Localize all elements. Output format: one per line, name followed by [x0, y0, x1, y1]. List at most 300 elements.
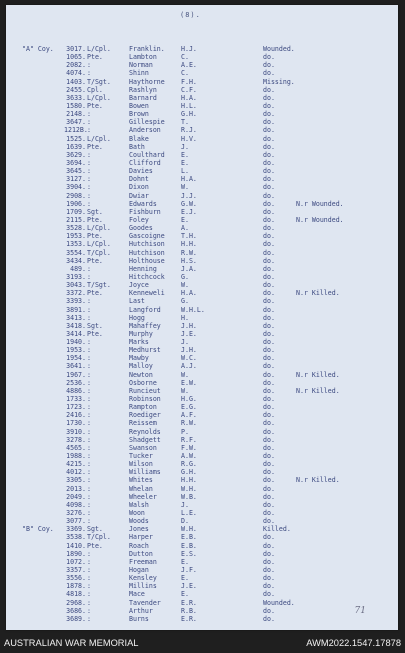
- number-cell: 3017.: [66, 45, 86, 53]
- rank-cell: :: [87, 354, 91, 363]
- status-cell: do.: [263, 167, 275, 176]
- initials-cell: L.: [181, 167, 189, 176]
- surname-cell: Reynolds: [129, 427, 161, 436]
- status-cell: do.: [263, 199, 275, 208]
- initials-cell: G.H.: [181, 468, 197, 477]
- number-cell: 1940.: [66, 338, 86, 347]
- surname-cell: Mawby: [129, 354, 149, 363]
- rank-cell: :: [87, 614, 91, 623]
- status-cell: do.: [263, 93, 275, 102]
- initials-cell: G.: [181, 272, 189, 281]
- rank-cell: L/Cpl.: [87, 224, 111, 233]
- number-cell: 2148.: [66, 110, 86, 119]
- initials-cell: H.L.: [181, 101, 197, 110]
- status-cell: do.: [263, 207, 275, 216]
- surname-cell: Hutchison: [129, 240, 165, 249]
- list-row: [6, 306, 398, 314]
- list-row: [6, 281, 398, 289]
- initials-cell: C.: [181, 53, 189, 62]
- rank-cell: L/Cpl.: [87, 93, 111, 102]
- rank-cell: :: [87, 509, 91, 518]
- status-cell: do.: [263, 606, 275, 615]
- surname-cell: Kensley: [129, 574, 157, 583]
- initials-cell: A.J.: [181, 362, 197, 371]
- list-row: [6, 468, 398, 476]
- initials-cell: E.B.: [181, 533, 197, 542]
- status-cell: Missing.: [263, 77, 295, 86]
- rank-cell: Sgt.: [87, 207, 103, 216]
- surname-cell: Whelan: [129, 484, 153, 493]
- number-cell: 3357.: [66, 566, 86, 574]
- surname-cell: Hutchison: [129, 248, 165, 257]
- list-row: [6, 143, 398, 151]
- rank-cell: :: [87, 476, 91, 485]
- list-row: [6, 509, 398, 517]
- number-cell: 3647.: [66, 118, 86, 127]
- status-cell: do.: [263, 354, 275, 363]
- note-cell: N.r Wounded.: [296, 215, 344, 224]
- number-cell: 3413.: [66, 313, 86, 322]
- status-cell: do.: [263, 191, 275, 200]
- list-row: [6, 314, 398, 322]
- note-cell: N.r Killed.: [296, 370, 340, 379]
- number-cell: 1410.: [66, 541, 86, 550]
- number-cell: 1733.: [66, 395, 86, 404]
- initials-cell: E.W.: [181, 378, 197, 387]
- status-cell: do.: [263, 492, 275, 501]
- initials-cell: J.E.: [181, 329, 197, 338]
- number-cell: 1525.: [66, 134, 86, 143]
- rank-cell: Pte.: [87, 232, 103, 241]
- initials-cell: W.C.: [181, 354, 197, 363]
- status-cell: do.: [263, 386, 275, 395]
- rank-cell: :: [87, 403, 91, 412]
- initials-cell: F.H.: [181, 77, 197, 86]
- number-cell: 2908.: [66, 191, 86, 200]
- initials-cell: H.H.: [181, 240, 197, 249]
- status-cell: do.: [263, 378, 275, 387]
- list-row: [6, 110, 398, 118]
- surname-cell: Bowen: [129, 101, 149, 110]
- surname-cell: Runcieut: [129, 386, 161, 395]
- list-row: [6, 86, 398, 94]
- initials-cell: D.: [181, 517, 189, 526]
- initials-cell: H.A.: [181, 93, 197, 102]
- number-cell: 2968.: [66, 598, 86, 607]
- initials-cell: H.A.: [181, 175, 197, 184]
- status-cell: do.: [263, 134, 275, 143]
- initials-cell: H.S.: [181, 256, 197, 265]
- rank-cell: :: [87, 419, 91, 428]
- rank-cell: Pte.: [87, 541, 103, 550]
- number-cell: 3043.: [66, 281, 86, 290]
- initials-cell: J.J.: [181, 191, 197, 200]
- list-row: [6, 224, 398, 232]
- initials-cell: E.: [181, 590, 189, 599]
- number-cell: 2416.: [66, 411, 86, 420]
- list-row: [6, 501, 398, 509]
- number-cell: 1730.: [66, 419, 86, 428]
- number-cell: 3904.: [66, 183, 86, 192]
- number-cell: 1580.: [66, 101, 86, 110]
- list-row: [6, 558, 398, 566]
- surname-cell: Walsh: [129, 500, 149, 509]
- company-cell: "B" Coy.: [22, 525, 54, 534]
- status-cell: do.: [263, 85, 275, 94]
- rank-cell: :: [87, 598, 91, 607]
- surname-cell: Shadgett: [129, 435, 161, 444]
- initials-cell: H.A.: [181, 289, 197, 298]
- initials-cell: E.: [181, 574, 189, 583]
- rank-cell: :: [87, 590, 91, 599]
- number-cell: 3554.: [66, 248, 86, 257]
- initials-cell: J.: [181, 338, 189, 347]
- list-row: [6, 126, 398, 134]
- rank-cell: :: [87, 582, 91, 591]
- status-cell: do.: [263, 297, 275, 306]
- status-cell: do.: [263, 232, 275, 241]
- list-row: [6, 542, 398, 550]
- status-cell: do.: [263, 500, 275, 509]
- rank-cell: :: [87, 492, 91, 501]
- initials-cell: E.J.: [181, 207, 197, 216]
- number-cell: 4098.: [66, 500, 86, 509]
- rank-cell: :: [87, 110, 91, 119]
- status-cell: do.: [263, 541, 275, 550]
- list-row: [6, 102, 398, 110]
- list-row: [6, 599, 398, 607]
- number-cell: 4886.: [66, 386, 86, 395]
- surname-cell: Holthouse: [129, 256, 165, 265]
- initials-cell: E.: [181, 557, 189, 566]
- number-cell: 1212B.: [64, 126, 88, 135]
- list-row: [6, 403, 398, 411]
- status-cell: do.: [263, 126, 275, 135]
- status-cell: do.: [263, 118, 275, 127]
- surname-cell: Foley: [129, 215, 149, 224]
- list-row: [6, 183, 398, 191]
- number-cell: 3127.: [66, 175, 86, 184]
- surname-cell: Clifford: [129, 158, 161, 167]
- surname-cell: Franklin.: [129, 45, 165, 53]
- rank-cell: L/Cpl.: [87, 45, 111, 53]
- status-cell: do.: [263, 395, 275, 404]
- rank-cell: :: [87, 484, 91, 493]
- rank-cell: :: [87, 61, 91, 70]
- list-row: [6, 436, 398, 444]
- list-row: [6, 61, 398, 69]
- initials-cell: J.A.: [181, 264, 197, 273]
- list-row: [6, 45, 398, 53]
- surname-cell: Wilson: [129, 460, 153, 469]
- initials-cell: J.H.: [181, 346, 197, 355]
- initials-cell: J.F.: [181, 566, 197, 574]
- document-page: [6, 5, 398, 630]
- status-cell: do.: [263, 158, 275, 167]
- rank-cell: :: [87, 427, 91, 436]
- number-cell: 1890.: [66, 549, 86, 558]
- initials-cell: W.: [181, 183, 189, 192]
- surname-cell: Roach: [129, 541, 149, 550]
- initials-cell: W.H.L.: [181, 305, 205, 314]
- list-row: [6, 232, 398, 240]
- number-cell: 3538.: [66, 533, 86, 542]
- number-cell: 3556.: [66, 574, 86, 583]
- status-cell: Wounded.: [263, 598, 295, 607]
- initials-cell: A.W.: [181, 452, 197, 461]
- surname-cell: Lambton: [129, 53, 157, 62]
- initials-cell: E.B.: [181, 541, 197, 550]
- status-cell: do.: [263, 110, 275, 119]
- number-cell: 3414.: [66, 329, 86, 338]
- initials-cell: R.G.: [181, 460, 197, 469]
- status-cell: do.: [263, 557, 275, 566]
- status-cell: do.: [263, 313, 275, 322]
- status-cell: do.: [263, 248, 275, 257]
- number-cell: 489.: [70, 264, 86, 273]
- initials-cell: A.: [181, 224, 189, 233]
- initials-cell: T.: [181, 118, 189, 127]
- list-row: [6, 574, 398, 582]
- number-cell: 1065.: [66, 53, 86, 62]
- rank-cell: Pte.: [87, 256, 103, 265]
- surname-cell: Haythorne: [129, 77, 165, 86]
- initials-cell: L.E.: [181, 509, 197, 518]
- surname-cell: Tavender: [129, 598, 161, 607]
- surname-cell: Swanson: [129, 443, 157, 452]
- surname-cell: Blake: [129, 134, 149, 143]
- surname-cell: Brown: [129, 110, 149, 119]
- surname-cell: Newton: [129, 370, 153, 379]
- status-cell: do.: [263, 370, 275, 379]
- rank-cell: :: [87, 338, 91, 347]
- surname-cell: Davies: [129, 167, 153, 176]
- surname-cell: Woon: [129, 509, 145, 518]
- number-cell: 3077.: [66, 517, 86, 526]
- surname-cell: Kenneweli: [129, 289, 165, 298]
- surname-cell: Dohnt: [129, 175, 149, 184]
- list-row: [6, 354, 398, 362]
- surname-cell: Rampton: [129, 403, 157, 412]
- list-row: [6, 273, 398, 281]
- status-cell: do.: [263, 305, 275, 314]
- number-cell: 2082.: [66, 61, 86, 70]
- number-cell: 2455.: [66, 85, 86, 94]
- rank-cell: :: [87, 500, 91, 509]
- number-cell: 3372.: [66, 289, 86, 298]
- initials-cell: H.V.: [181, 134, 197, 143]
- status-cell: do.: [263, 321, 275, 330]
- number-cell: 1723.: [66, 403, 86, 412]
- list-row: [6, 200, 398, 208]
- number-cell: 1967.: [66, 370, 86, 379]
- list-row: [6, 257, 398, 265]
- rank-cell: :: [87, 370, 91, 379]
- number-cell: 2115.: [66, 215, 86, 224]
- page-number: (8).: [180, 11, 201, 19]
- status-cell: Killed.: [263, 525, 291, 534]
- initials-cell: R.F.: [181, 435, 197, 444]
- number-cell: 3278.: [66, 435, 86, 444]
- footer-bar: [0, 634, 405, 653]
- list-row: [6, 395, 398, 403]
- list-row: [6, 452, 398, 460]
- surname-cell: Fishburn: [129, 207, 161, 216]
- list-row: [6, 460, 398, 468]
- surname-cell: Millins: [129, 582, 157, 591]
- status-cell: do.: [263, 61, 275, 70]
- number-cell: 3645.: [66, 167, 86, 176]
- rank-cell: Pte.: [87, 289, 103, 298]
- initials-cell: W.B.: [181, 492, 197, 501]
- surname-cell: Joyce: [129, 281, 149, 290]
- initials-cell: J.E.: [181, 582, 197, 591]
- initials-cell: J.: [181, 500, 189, 509]
- rank-cell: :: [87, 386, 91, 395]
- initials-cell: W.H.: [181, 484, 197, 493]
- surname-cell: Langford: [129, 305, 161, 314]
- list-row: [6, 192, 398, 200]
- list-row: [6, 590, 398, 598]
- rank-cell: :: [87, 460, 91, 469]
- status-cell: do.: [263, 427, 275, 436]
- number-cell: 4074.: [66, 69, 86, 78]
- surname-cell: Marks: [129, 338, 149, 347]
- surname-cell: Robinson: [129, 395, 161, 404]
- rank-cell: :: [87, 411, 91, 420]
- number-cell: 4215.: [66, 460, 86, 469]
- list-row: [6, 607, 398, 615]
- surname-cell: Roediger: [129, 411, 161, 420]
- rank-cell: Pte.: [87, 215, 103, 224]
- list-row: [6, 151, 398, 159]
- status-cell: do.: [263, 468, 275, 477]
- status-cell: do.: [263, 175, 275, 184]
- list-row: [6, 476, 398, 484]
- number-cell: 1403.: [66, 77, 86, 86]
- status-cell: do.: [263, 509, 275, 518]
- surname-cell: Norman: [129, 61, 153, 70]
- initials-cell: W.H.: [181, 525, 197, 534]
- initials-cell: H.H.: [181, 476, 197, 485]
- rank-cell: T/Sgt.: [87, 281, 111, 290]
- initials-cell: P.: [181, 427, 189, 436]
- status-cell: do.: [263, 476, 275, 485]
- list-row: [6, 208, 398, 216]
- list-row: [6, 159, 398, 167]
- rank-cell: L/Cpl.: [87, 240, 111, 249]
- rank-cell: :: [87, 574, 91, 583]
- status-cell: do.: [263, 517, 275, 526]
- list-row: [6, 550, 398, 558]
- initials-cell: W.: [181, 386, 189, 395]
- rank-cell: :: [87, 435, 91, 444]
- initials-cell: H.G.: [181, 395, 197, 404]
- list-row: [6, 322, 398, 330]
- number-cell: 2013.: [66, 484, 86, 493]
- surname-cell: Freeman: [129, 557, 157, 566]
- number-cell: 4565.: [66, 443, 86, 452]
- number-cell: 1953.: [66, 346, 86, 355]
- note-cell: N.r Killed.: [296, 289, 340, 298]
- note-cell: N.r Killed.: [296, 476, 340, 485]
- list-row: [6, 419, 398, 427]
- list-row: [6, 379, 398, 387]
- initials-cell: G.H.: [181, 110, 197, 119]
- rank-cell: :: [87, 158, 91, 167]
- surname-cell: Arthur: [129, 606, 153, 615]
- status-cell: do.: [263, 256, 275, 265]
- number-cell: 3686.: [66, 606, 86, 615]
- initials-cell: W.: [181, 370, 189, 379]
- rank-cell: L/Cpl.: [87, 134, 111, 143]
- status-cell: do.: [263, 549, 275, 558]
- number-cell: 1072.: [66, 557, 86, 566]
- number-cell: 3393.: [66, 297, 86, 306]
- initials-cell: R.W.: [181, 248, 197, 257]
- rank-cell: :: [87, 69, 91, 78]
- status-cell: do.: [263, 142, 275, 151]
- rank-cell: T/Cpl.: [87, 248, 111, 257]
- list-row: [6, 566, 398, 574]
- list-row: [6, 249, 398, 257]
- list-row: [6, 216, 398, 224]
- surname-cell: Bath: [129, 142, 145, 151]
- list-row: [6, 582, 398, 590]
- status-cell: do.: [263, 452, 275, 461]
- number-cell: 3629.: [66, 150, 86, 159]
- number-cell: 2049.: [66, 492, 86, 501]
- rank-cell: :: [87, 468, 91, 477]
- rank-cell: :: [87, 305, 91, 314]
- list-row: [6, 485, 398, 493]
- surname-cell: Henning: [129, 264, 157, 273]
- rank-cell: :: [87, 362, 91, 371]
- note-cell: N.r Wounded.: [296, 199, 344, 208]
- list-row: [6, 387, 398, 395]
- initials-cell: E.S.: [181, 549, 197, 558]
- initials-cell: H.J.: [181, 45, 197, 53]
- list-row: [6, 167, 398, 175]
- surname-cell: Hitchcock: [129, 272, 165, 281]
- status-cell: do.: [263, 533, 275, 542]
- rank-cell: :: [87, 199, 91, 208]
- company-cell: "A" Coy.: [22, 45, 54, 53]
- status-cell: do.: [263, 240, 275, 249]
- surname-cell: Shinn: [129, 69, 149, 78]
- initials-cell: W.: [181, 281, 189, 290]
- surname-cell: Hogan: [129, 566, 149, 574]
- rank-cell: :: [87, 126, 91, 135]
- rank-cell: Sgt.: [87, 525, 103, 534]
- surname-cell: Tucker: [129, 452, 153, 461]
- footer-source: AUSTRALIAN WAR MEMORIAL: [4, 638, 139, 648]
- initials-cell: C.: [181, 69, 189, 78]
- status-cell: do.: [263, 403, 275, 412]
- number-cell: 1988.: [66, 452, 86, 461]
- rank-cell: :: [87, 549, 91, 558]
- surname-cell: Murphy: [129, 329, 153, 338]
- surname-cell: Harper: [129, 533, 153, 542]
- list-row: [6, 346, 398, 354]
- status-cell: do.: [263, 69, 275, 78]
- rank-cell: :: [87, 150, 91, 159]
- surname-cell: Hogg: [129, 313, 145, 322]
- list-row: [6, 135, 398, 143]
- initials-cell: G.W.: [181, 199, 197, 208]
- number-cell: 3418.: [66, 321, 86, 330]
- surname-cell: Dutton: [129, 549, 153, 558]
